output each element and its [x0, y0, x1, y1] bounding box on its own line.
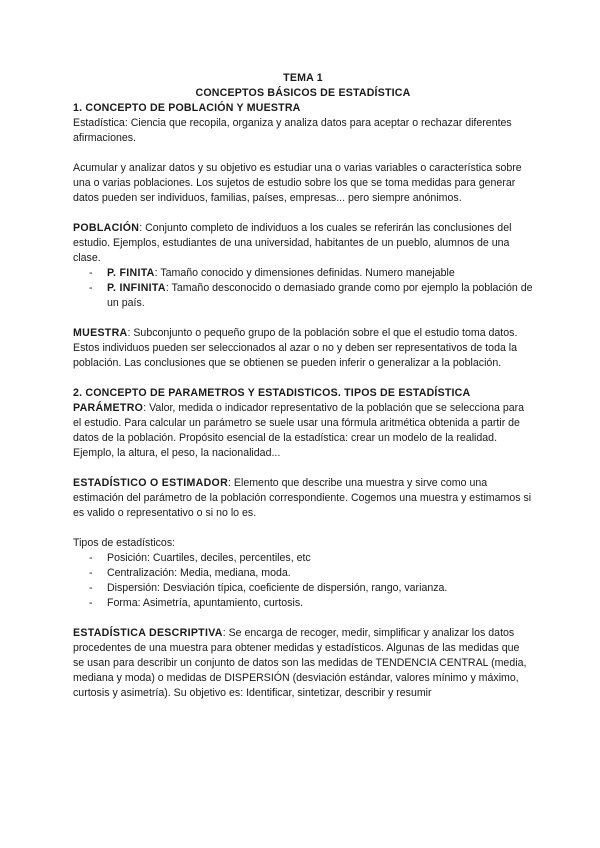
section-1-heading: 1. CONCEPTO DE POBLACIÓN Y MUESTRA	[73, 102, 301, 114]
text-p-infinita: : Tamaño desconocido o demasiado grande como por ejemplo la población de un país.	[107, 282, 533, 309]
poblacion-types-list	[73, 266, 533, 311]
list-item: - Forma: Asimetría, apuntamiento, curtosis.	[89, 596, 533, 611]
document-page	[73, 71, 533, 701]
section-2-heading: 2. CONCEPTO DE PARAMETROS Y ESTADISTICOS. TIPOS DE ESTADÍSTICA	[73, 387, 471, 399]
document-title: TEMA 1	[283, 72, 323, 84]
paragraph-estadistica-descriptiva	[73, 626, 533, 701]
paragraph-muestra	[73, 326, 533, 371]
text-parametro: : Valor, medida o indicador representativo de la población que se selecciona para el estudio. Para calcular un parámetro se suele usar una fórmula aritmética obtenida a partir de datos de la población. Propósito esencial de la estadística: crear un modelo de la realidad. Ejemplo, la altura, el peso, la nacionalidad...	[73, 402, 525, 459]
paragraph-estadistica-definition: Estadística: Ciencia que recopila, organiza y analiza datos para aceptar o rechazar diferentes afirmaciones.	[73, 117, 512, 144]
list-item-p-infinita	[89, 281, 533, 311]
paragraph-estadistico	[73, 476, 533, 521]
list-item-p-finita	[89, 266, 533, 281]
text-p-finita: : Tamaño conocido y dimensiones definidas. Numero manejable	[154, 267, 455, 279]
paragraph-parametro	[73, 401, 533, 461]
paragraph-acumular-datos: Acumular y analizar datos y su objetivo es estudiar una o varias variables o característica sobre una o varias poblaciones. Los sujetos de estudio sobre los que se toma medidas para generar datos pueden ser individuos, familias, países, empresas... pero siempre anónimos.	[73, 162, 522, 204]
tipos-estadisticos-intro: Tipos de estadísticos:	[73, 537, 176, 549]
list-item: - Posición: Cuartiles, deciles, percentiles, etc	[89, 551, 533, 566]
term-p-infinita: P. INFINITA	[107, 282, 166, 294]
term-estadistico: ESTADÍSTICO O ESTIMADOR	[73, 477, 229, 489]
term-estadistica-descriptiva: ESTADÍSTICA DESCRIPTIVA	[73, 627, 223, 639]
paragraph-poblacion	[73, 221, 533, 266]
text-muestra: : Subconjunto o pequeño grupo de la población sobre el que el estudio toma datos. Estos individuos pueden ser seleccionados al azar o no y deben ser representativos de toda la población. Las conclusiones que se obtienen se pueden inferir o generalizar a la población.	[73, 327, 518, 369]
term-p-finita: P. FINITA	[107, 267, 155, 279]
text-estadistica-descriptiva: : Se encarga de recoger, medir, simplificar y analizar los datos procedentes de una muestra para obtener medidas y estadísticos. Algunas de las medidas que se usan para describir un conjunto de datos son las medidas de TENDENCIA CENTRAL (media, mediana y moda) o medidas de DISPERSIÓN (desviación estándar, valores mínimo y máximo, curtosis y asimetría). Su objetivo es: Identificar, sintetizar, describir y resumir	[73, 627, 527, 699]
text-poblacion: : Conjunto completo de individuos a los cuales se referirán las conclusiones del estudio. Ejemplos, estudiantes de una universidad, habitantes de un pueblo, alumnos de una clase.	[73, 222, 512, 264]
term-poblacion: POBLACIÓN	[73, 222, 140, 234]
term-parametro: PARÁMETRO	[73, 402, 144, 414]
text-estadistico: : Elemento que describe una muestra y sirve como una estimación del parámetro de la población correspondiente. Cogemos una muestra y estimamos si es valido o representativo o si no lo es.	[73, 477, 532, 519]
term-muestra: MUESTRA	[73, 327, 128, 339]
list-item: - Dispersión: Desviación típica, coeficiente de dispersión, rango, varianza.	[89, 581, 533, 596]
document-subtitle: CONCEPTOS BÁSICOS DE ESTADÍSTICA	[195, 87, 411, 99]
tipos-estadisticos-list	[73, 551, 533, 611]
list-item: - Centralización: Media, mediana, moda.	[89, 566, 533, 581]
